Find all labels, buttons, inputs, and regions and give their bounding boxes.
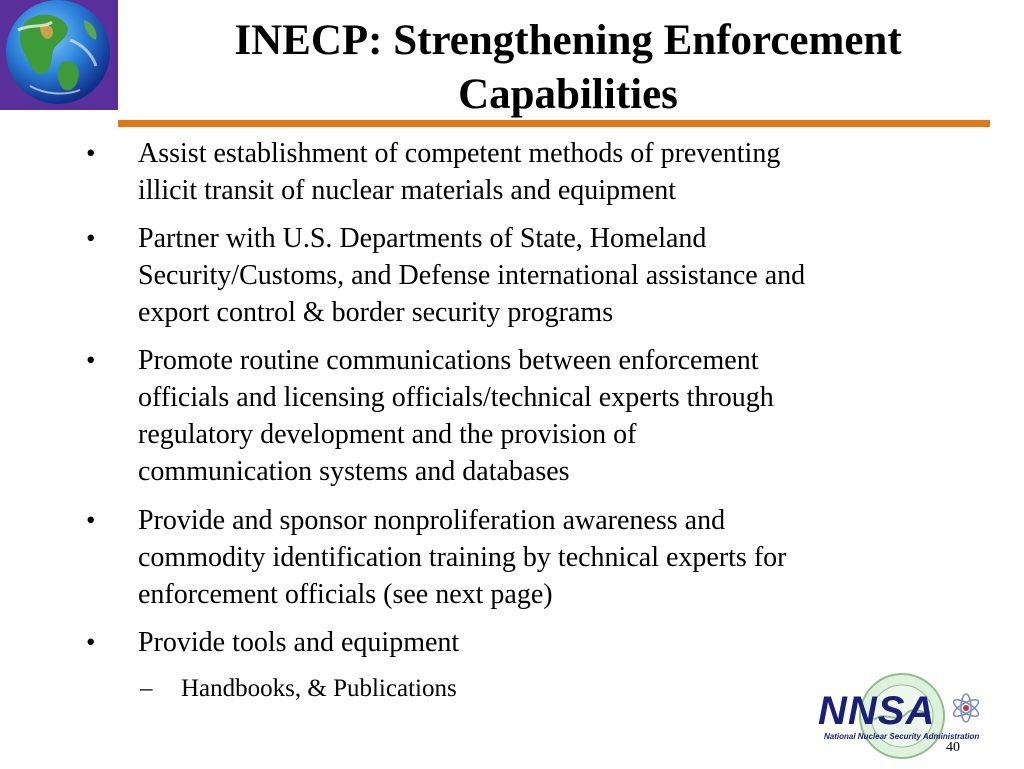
bullet-line: Security/Customs, and Defense international assistance and xyxy=(138,260,806,291)
globe-icon xyxy=(0,0,118,110)
bullet-line: Provide and sponsor nonproliferation awareness and xyxy=(138,505,726,536)
bullet-line: Provide tools and equipment xyxy=(138,627,460,658)
bullet-text xyxy=(138,342,988,490)
bullet-line: commodity identification training by technical experts for xyxy=(138,542,787,573)
bullet-line: Partner with U.S. Departments of State, Homeland xyxy=(138,223,707,254)
sub-bullet-marker: – xyxy=(140,675,153,702)
bullet-text xyxy=(138,135,988,209)
bullet-line: regulatory development and the provision of xyxy=(138,419,637,450)
sub-bullet-text: Handbooks, & Publications xyxy=(181,675,457,702)
bullet-line: communication systems and databases xyxy=(138,456,570,487)
bullet-line: illicit transit of nuclear materials and equipment xyxy=(138,175,677,206)
bullet-line: officials and licensing officials/technical experts through xyxy=(138,382,774,413)
bullet-line: export control & border security programs xyxy=(138,297,614,328)
globe-image xyxy=(0,0,118,110)
nnsa-caption: National Nuclear Security Administration xyxy=(824,732,980,741)
bullet-marker: • xyxy=(86,138,96,168)
nnsa-logo xyxy=(812,672,992,764)
slide-title xyxy=(150,14,986,122)
nnsa-wordmark: NNSA xyxy=(818,689,936,733)
bullet-marker: • xyxy=(86,223,96,253)
bullet-marker: • xyxy=(86,627,96,657)
slide-title-line-2: Capabilities xyxy=(458,71,678,118)
bullet-text xyxy=(138,220,988,331)
page-number: 40 xyxy=(946,740,960,755)
bullet-line: enforcement officials (see next page) xyxy=(138,579,553,610)
bullet-text xyxy=(138,624,988,661)
bullet-text xyxy=(138,502,988,613)
slide-title-line-1: INECP: Strengthening Enforcement xyxy=(234,17,902,64)
bullet-marker: • xyxy=(86,345,96,375)
bullet-line: Assist establishment of competent methods of preventing xyxy=(138,138,781,169)
bullet-line: Promote routine communications between enforcement xyxy=(138,345,759,376)
bullet-marker: • xyxy=(86,505,96,535)
title-divider xyxy=(118,120,990,127)
